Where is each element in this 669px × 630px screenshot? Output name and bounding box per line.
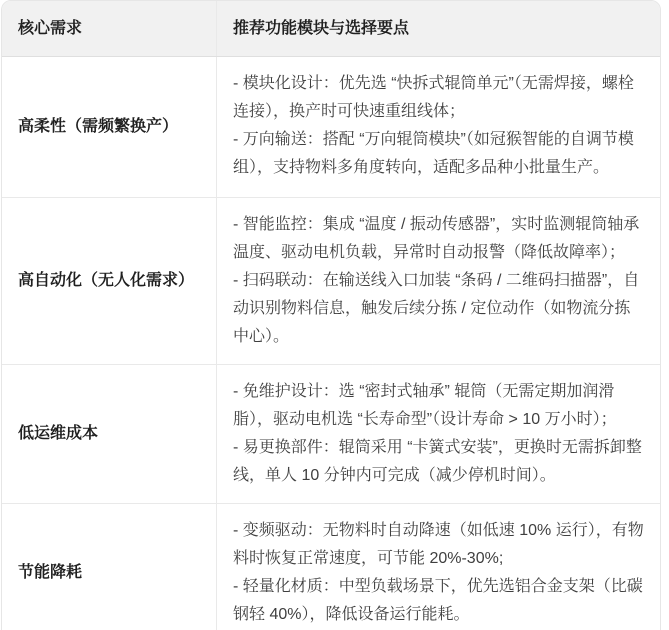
header-cell-requirement bbox=[2, 1, 217, 56]
recommendation-cell bbox=[217, 198, 660, 364]
table-row bbox=[2, 198, 660, 365]
table-header-row bbox=[2, 1, 660, 57]
requirement-cell bbox=[2, 365, 217, 503]
table-row bbox=[2, 504, 660, 630]
requirement-cell bbox=[2, 198, 217, 364]
recommendation-point: - 变频驱动：无物料时自动降速（如低速 10% 运行），有物料时恢复正常速度，可节能 20%-30%; bbox=[233, 522, 644, 567]
header-cell-recommendation bbox=[217, 1, 660, 56]
recommendation-cell bbox=[217, 365, 660, 503]
recommendation-point: - 免维护设计：选 “密封式轴承” 辊筒（无需定期加润滑脂），驱动电机选 “长寿命型”（设计寿命 > 10 万小时）； bbox=[233, 383, 617, 428]
recommendation-point: - 轻量化材质：中型负载场景下，优先选铝合金支架（比碳钢轻 40%），降低设备运行能耗。 bbox=[233, 578, 643, 623]
requirement-label: 高柔性（需频繁换产） bbox=[18, 118, 179, 135]
recommendation-point: - 扫码联动：在输送线入口加装 “条码 / 二维码扫描器”，自动识别物料信息，触发后续分拣 / 定位动作（如物流分拣中心）。 bbox=[233, 272, 640, 345]
requirements-table bbox=[1, 0, 661, 630]
requirement-label: 低运维成本 bbox=[18, 425, 99, 442]
table-row bbox=[2, 57, 660, 198]
recommendation-point: - 智能监控：集成 “温度 / 振动传感器”，实时监测辊筒轴承温度、驱动电机负载，异常时自动报警（降低故障率）； bbox=[233, 216, 640, 261]
table-row bbox=[2, 365, 660, 504]
recommendation-point: - 易更换部件：辊筒采用 “卡簧式安装”，更换时无需拆卸整线，单人 10 分钟内可完成（减少停机时间）。 bbox=[233, 439, 642, 484]
recommendation-cell bbox=[217, 504, 660, 630]
header-recommendation-label: 推荐功能模块与选择要点 bbox=[233, 19, 410, 37]
requirement-cell bbox=[2, 504, 217, 630]
header-requirement-label: 核心需求 bbox=[18, 19, 83, 37]
recommendation-point: - 模块化设计：优先选 “快拆式辊筒单元”（无需焊接，螺栓连接），换产时可快速重组线体； bbox=[233, 75, 634, 120]
recommendation-point: - 万向输送：搭配 “万向辊筒模块”（如冠猴智能的自调节模组），支持物料多角度转向，适配多品种小批量生产。 bbox=[233, 131, 634, 176]
requirement-label: 高自动化（无人化需求） bbox=[18, 272, 195, 289]
requirement-cell bbox=[2, 57, 217, 197]
requirement-label: 节能降耗 bbox=[18, 564, 83, 581]
recommendation-cell bbox=[217, 57, 660, 197]
